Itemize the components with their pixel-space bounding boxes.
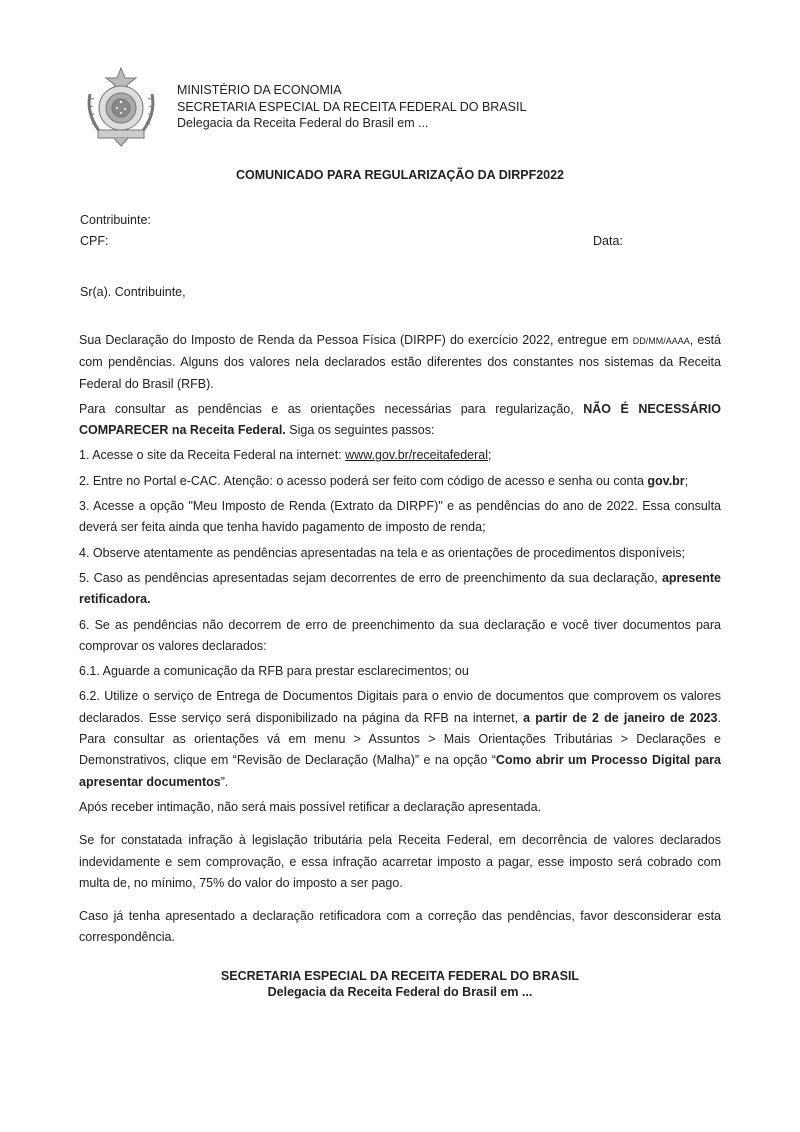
step-text: 6.2. Utilize o serviço de Entrega de Documentos Digitais para o envio de documentos que comprovem os valores declarados. Esse serviço será disponibilizado na página da RFB na internet, (79, 689, 721, 725)
step-6-2 (79, 686, 721, 792)
paragraph-text: Sua Declaração do Imposto de Renda da Pessoa Física (DIRPF) do exercício 2022, entregue em (79, 333, 633, 347)
step-4: 4. Observe atentamente as pendências apresentadas na tela e as orientações de procedimentos disponíveis; (79, 545, 685, 560)
paragraph-text: Siga os seguintes passos: (285, 423, 435, 438)
emphasis-text: apresente retificadora. (79, 570, 721, 607)
footer-office: Delegacia da Receita Federal do Brasil em ... (267, 985, 533, 999)
paragraph-text: Para consultar as pendências e as orientações necessárias para regularização, (79, 401, 584, 416)
document-title: COMUNICADO PARA REGULARIZAÇÃO DA DIRPF2022 (235, 168, 565, 182)
step-3: 3. Acesse a opção "Meu Imposto de Renda (Extrato da DIRPF)" e as pendências do ano de 2022. Essa consulta deverá ser feita ainda que tenha havido pagamento de imposto de renda; (79, 499, 721, 535)
office-name: Delegacia da Receita Federal do Brasil em ... (177, 116, 429, 130)
step-text: ; (684, 473, 689, 488)
emphasis-text: gov.br (647, 473, 685, 488)
paragraph-after-summons: Após receber intimação, não será mais possível retificar a declaração apresentada. (79, 799, 542, 814)
step-text: ; (488, 448, 492, 463)
website-link[interactable]: www.gov.br/receitafederal (345, 448, 489, 463)
secretariat-name: SECRETARIA ESPECIAL DA RECEITA FEDERAL DO BRASIL (177, 99, 527, 114)
paragraph-text: , está com pendências. Alguns dos valores nela declarados estão diferentes dos constantes nos sistemas da Receita Federal do Brasil (RFB). (79, 333, 721, 391)
step-6-1: 6.1. Aguarde a comunicação da RFB para prestar esclarecimentos; ou (79, 664, 469, 679)
step-text: ”. (220, 774, 229, 789)
footer-secretariat: SECRETARIA ESPECIAL DA RECEITA FEDERAL DO BRASIL (220, 969, 580, 983)
cpf-label: CPF: (80, 234, 109, 248)
paragraph-pending (79, 330, 721, 395)
step-5 (79, 568, 721, 611)
paragraph-instructions (79, 399, 721, 442)
step-1 (79, 445, 721, 466)
taxpayer-label: Contribuinte: (80, 213, 151, 227)
salutation: Sr(a). Contribuinte, (80, 285, 186, 299)
coat-of-arms-icon (84, 64, 158, 148)
paragraph-infraction: Se for constatada infração à legislação tributária pela Receita Federal, em decorrência de valores declarados indevidamente e sem comprovação, e essa infração acarretar imposto a pagar, esse imposto será cobrado com multa de, no mínimo, 75% do valor do imposto a ser pago. (79, 833, 721, 890)
paragraph-disregard: Caso já tenha apresentado a declaração retificadora com a correção das pendências, favor desconsiderar esta correspondência. (79, 909, 721, 945)
step-text: . Para consultar as orientações vá em menu > Assuntos > Mais Orientações Tributárias > Declarações e Demonstrativos, clique em “Revisão de Declaração (Malha)” e na opção “ (79, 710, 721, 768)
step-text: 2. Entre no Portal e-CAC. Atenção: o acesso poderá ser feito com código de acesso e senha ou conta (79, 473, 648, 488)
emphasis-text: a partir de 2 de janeiro de 2023 (523, 710, 718, 725)
step-text: 5. Caso as pendências apresentadas sejam decorrentes de erro de preenchimento da sua declaração, (79, 570, 662, 585)
emphasis-text: Como abrir um Processo Digital para apresentar documentos (79, 753, 721, 789)
ministry-name: MINISTÉRIO DA ECONOMIA (177, 83, 342, 97)
step-2 (79, 471, 721, 492)
letterhead (177, 82, 526, 132)
signature-block (0, 968, 800, 1000)
emphasis-text: NÃO É NECESSÁRIO COMPARECER na Receita Federal. (79, 401, 721, 438)
date-placeholder: DD/MM/AAAA (632, 336, 690, 346)
letter-body (79, 330, 721, 949)
step-text: 1. Acesse o site da Receita Federal na internet: (79, 448, 346, 463)
date-label: Data: (593, 234, 623, 248)
step-6: 6. Se as pendências não decorrem de erro de preenchimento da sua declaração e você tiver documentos para comprovar os valores declarados: (79, 617, 721, 653)
